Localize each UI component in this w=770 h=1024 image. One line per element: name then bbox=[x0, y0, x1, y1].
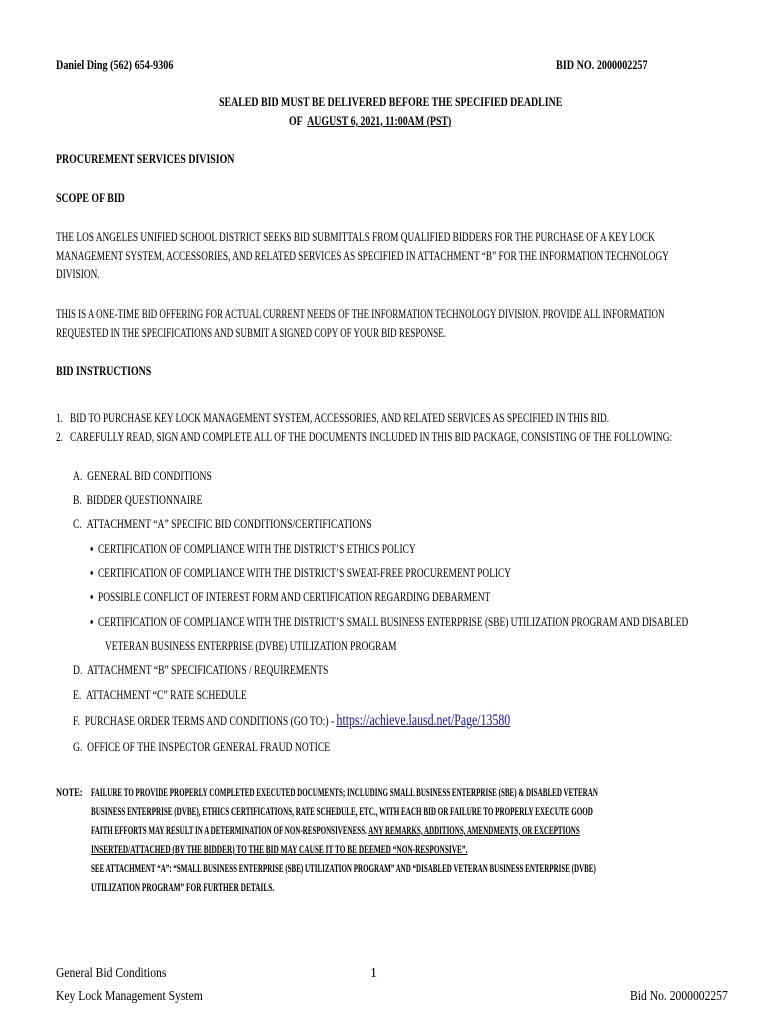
bullet-item-1: ▪ CERTIFICATION OF COMPLIANCE WITH THE DISTRICT’S ETHICS POLICY bbox=[90, 541, 416, 556]
instruction-item-1: 1. BID TO PURCHASE KEY LOCK MANAGEMENT SYSTEM, ACCESSORIES, AND RELATED SERVICES AS SPECIFIED IN THIS BID. bbox=[56, 410, 610, 425]
bullet-icon: ▪ bbox=[90, 541, 94, 556]
division-title: PROCUREMENT SERVICES DIVISION bbox=[56, 151, 235, 166]
sub-item-f: F. PURCHASE ORDER TERMS AND CONDITIONS (GO TO:) - https://achieve.lausd.net/Page/13580 bbox=[73, 712, 511, 729]
sub-item-a: A. GENERAL BID CONDITIONS bbox=[73, 468, 212, 483]
sub-item-g: G. OFFICE OF THE INSPECTOR GENERAL FRAUD NOTICE bbox=[73, 739, 331, 754]
note-label: NOTE: bbox=[56, 785, 83, 799]
footer-doc-title: General Bid Conditions bbox=[56, 966, 167, 981]
contact-info: Daniel Ding (562) 654-9306 bbox=[56, 57, 174, 72]
sub-item-c: C. ATTACHMENT “A” SPECIFIC BID CONDITIONS/CERTIFICATIONS bbox=[73, 516, 372, 531]
footer-bid-number: Bid No. 2000002257 bbox=[630, 989, 728, 1004]
sub-item-b: B. BIDDER QUESTIONNAIRE bbox=[73, 492, 203, 507]
bullet-icon: ▪ bbox=[90, 614, 94, 629]
bullet-icon: ▪ bbox=[90, 589, 94, 604]
bullet-item-4: ▪ CERTIFICATION OF COMPLIANCE WITH THE DISTRICT’S SMALL BUSINESS ENTERPRISE (SBE) UTILIZATION PROGRAM AND DISABLED bbox=[90, 614, 689, 629]
instruction-item-2: 2. CAREFULLY READ, SIGN AND COMPLETE ALL OF THE DOCUMENTS INCLUDED IN THIS BID PACKAGE, CONSISTING OF THE FOLLOWING: bbox=[56, 429, 673, 444]
scope-paragraph-2: THIS IS A ONE-TIME BID OFFERING FOR ACTUAL CURRENT NEEDS OF THE INFORMATION TECHNOLOGY DIVISION. PROVIDE ALL INFORMATION REQUESTED IN THE SPECIFICATIONS AND SUBMIT A SIGNED COPY OF YOUR BID RESPONSE. bbox=[56, 306, 665, 340]
sub-item-e: E. ATTACHMENT “C” RATE SCHEDULE bbox=[73, 687, 247, 702]
footer-system-name: Key Lock Management System bbox=[56, 989, 203, 1004]
deadline-line: SEALED BID MUST BE DELIVERED BEFORE THE SPECIFIED DEADLINE bbox=[219, 94, 563, 109]
page-number: 1 bbox=[370, 966, 377, 981]
bullet-item-4-continued: VETERAN BUSINESS ENTERPRISE (DVBE) UTILIZATION PROGRAM bbox=[105, 638, 397, 653]
instructions-heading: BID INSTRUCTIONS bbox=[56, 363, 152, 378]
terms-link[interactable]: https://achieve.lausd.net/Page/13580 bbox=[336, 712, 511, 729]
note-body: FAILURE TO PROVIDE PROPERLY COMPLETED EXECUTED DOCUMENTS; INCLUDING SMALL BUSINESS ENTERPRISE (SBE) & DISABLED VETERAN BUSINESS ENTERPRISE (DVBE), ETHICS CERTIFICATIONS, RATE SCHEDULE, ETC., WITH EACH BID OR FAILURE TO PROPERLY EXECUTE GOOD FAITH EFFORTS MAY RESULT IN A DETERMINATION OF NON-RESPONSIVENESS. ANY REMARKS, ADDITIONS, AMENDMENTS, OR EXCEPTIONS INSERTED/ATTACHED (BY THE BIDDER) TO THE BID MAY CAUSE IT TO BE DEEMED “NON-RESPONSIVE”. SEE ATTACHMENT “A”: “SMALL BUSINESS ENTERPRISE (SBE) UTILIZATION PROGRAM” AND “DISABLED VETERAN BUSINESS ENTERPRISE (DVBE) UTILIZATION PROGRAM” FOR FURTHER DETAILS. bbox=[91, 785, 598, 894]
bullet-item-2: ▪ CERTIFICATION OF COMPLIANCE WITH THE DISTRICT’S SWEAT-FREE PROCUREMENT POLICY bbox=[90, 565, 512, 580]
deadline-date: AUGUST 6, 2021, 11:00AM (PST) bbox=[307, 113, 452, 128]
deadline-of: OF bbox=[289, 113, 303, 128]
bid-number: BID NO. 2000002257 bbox=[556, 57, 648, 72]
bullet-icon: ▪ bbox=[90, 565, 94, 580]
scope-heading: SCOPE OF BID bbox=[56, 190, 125, 205]
sub-item-d: D. ATTACHMENT “B” SPECIFICATIONS / REQUIREMENTS bbox=[73, 662, 329, 677]
deadline-date-line bbox=[289, 113, 503, 129]
bullet-item-3: ▪ POSSIBLE CONFLICT OF INTEREST FORM AND CERTIFICATION REGARDING DEBARMENT bbox=[90, 589, 491, 604]
scope-paragraph-1: THE LOS ANGELES UNIFIED SCHOOL DISTRICT SEEKS BID SUBMITTALS FROM QUALIFIED BIDDERS FOR THE PURCHASE OF A KEY LOCK MANAGEMENT SYSTEM, ACCESSORIES, AND RELATED SERVICES AS SPECIFIED IN ATTACHMENT “B” FOR THE INFORMATION TECHNOLOGY DIVISION. bbox=[56, 229, 669, 281]
